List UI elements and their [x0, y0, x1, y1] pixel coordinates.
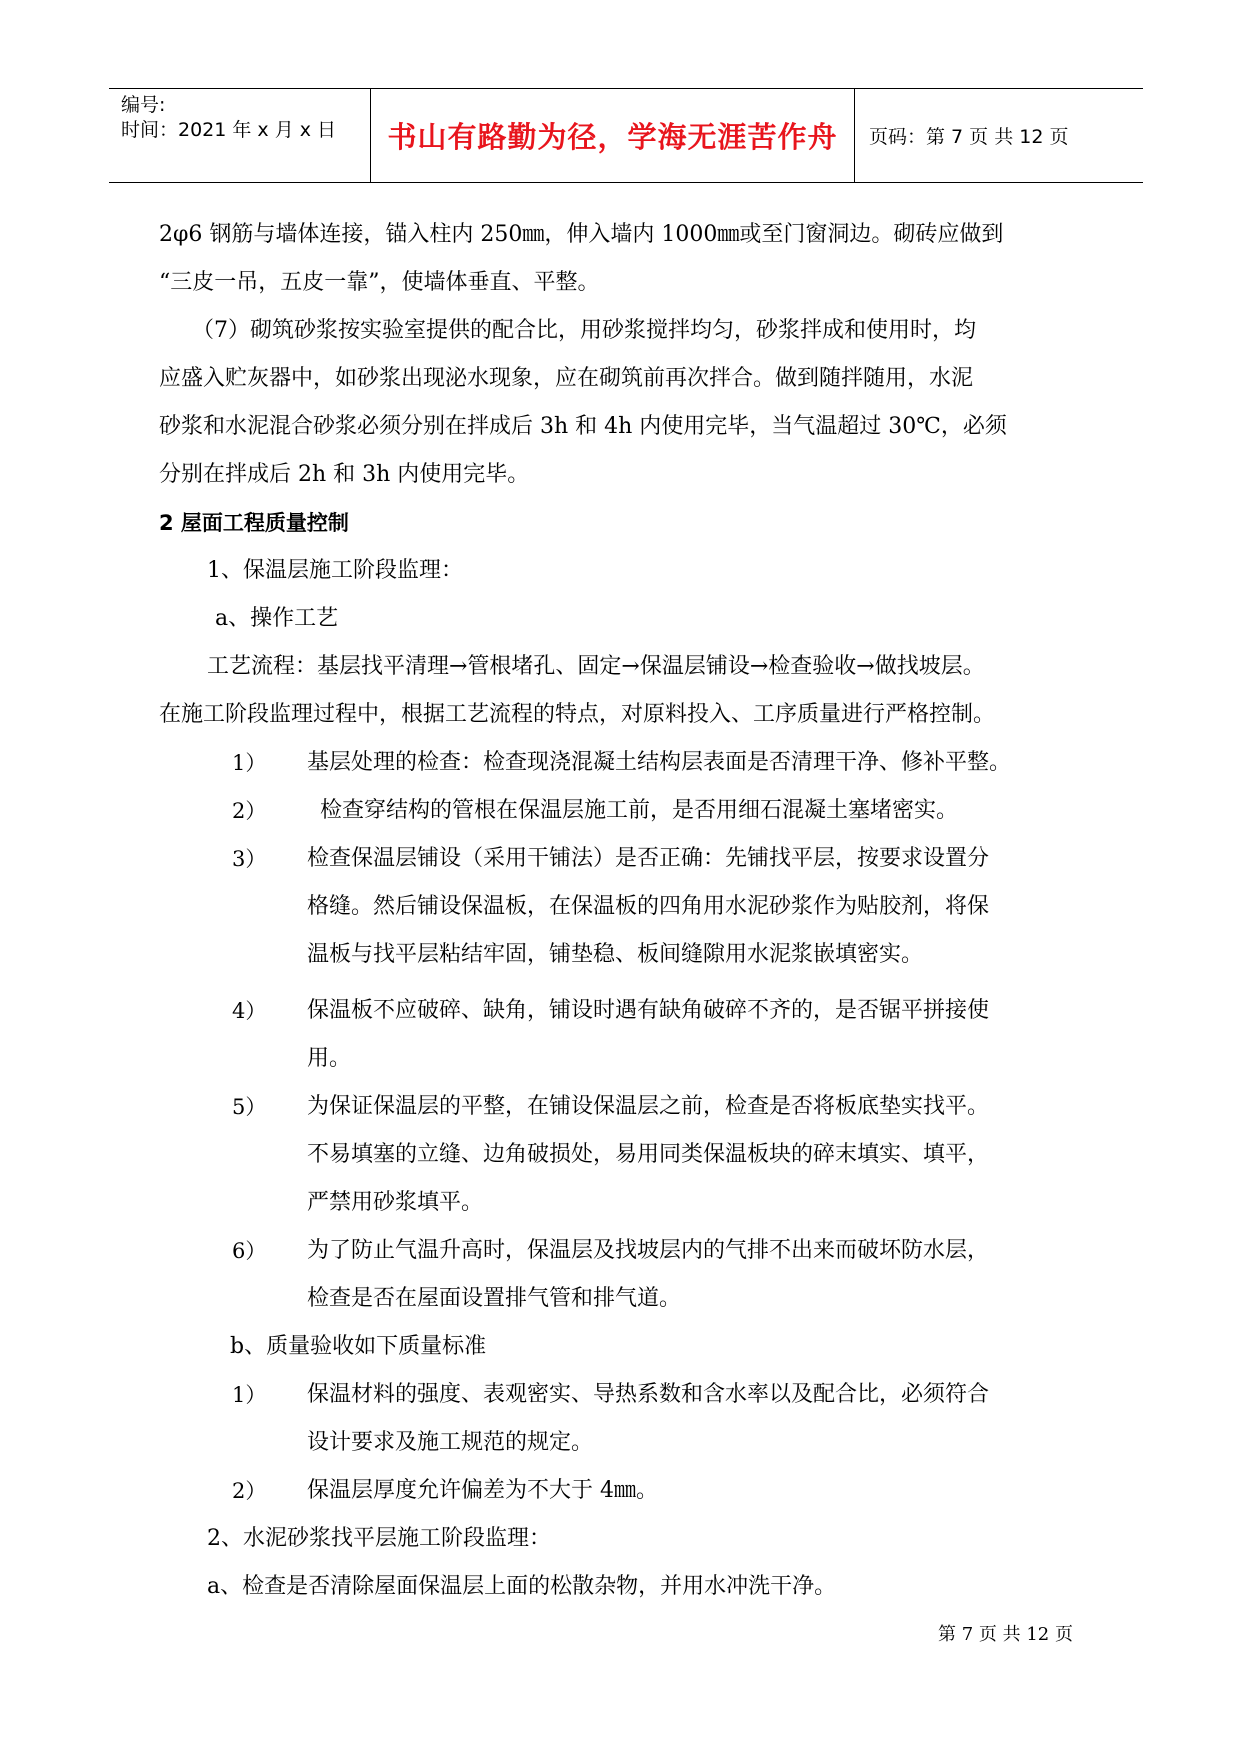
list-item-line: 保温材料的强度、表观密实、导热系数和含水率以及配合比，必须符合 — [307, 1382, 990, 1407]
paragraph-line: 1、保温层施工阶段监理： — [207, 558, 463, 583]
doc-code-label: 编号: — [121, 94, 166, 116]
paragraph-line: 工艺流程：基层找平清理→管根堵孔、固定→保温层铺设→检查验收→做找坡层。 — [207, 654, 985, 679]
list-item-line: 不易填塞的立缝、边角破损处，易用同类保温板块的碎末填实、填平， — [307, 1142, 990, 1167]
list-item-line: 为保证保温层的平整，在铺设保温层之前，检查是否将板底垫实找平。 — [307, 1094, 990, 1119]
list-item-line: 温板与找平层粘结牢固，铺垫稳、板间缝隙用水泥浆嵌填密实。 — [307, 942, 924, 967]
list-item-line: 检查是否在屋面设置排气管和排气道。 — [307, 1286, 682, 1311]
header-divider — [854, 89, 855, 182]
paragraph-line: 砂浆和水泥混合砂浆必须分别在拌成后 3h 和 4h 内使用完毕，当气温超过 30℃，必须 — [159, 414, 1007, 439]
paragraph-line: 2φ6 钢筋与墙体连接，锚入柱内 250㎜，伸入墙内 1000㎜或至门窗洞边。砌砖应做到 — [159, 222, 1004, 247]
list-item-line: 检查穿结构的管根在保温层施工前，是否用细石混凝土塞堵密实。 — [320, 798, 959, 823]
list-number: 1） — [232, 751, 267, 775]
list-item-line: 保温板不应破碎、缺角，铺设时遇有缺角破碎不齐的，是否锯平拼接使 — [307, 998, 990, 1023]
list-number: 4） — [232, 999, 267, 1023]
list-item-line: 设计要求及施工规范的规定。 — [307, 1430, 594, 1455]
section-heading: 2 屋面工程质量控制 — [159, 511, 349, 535]
list-item-line: 为了防止气温升高时，保温层及找坡层内的气排不出来而破坏防水层， — [307, 1238, 990, 1263]
header-motto: 书山有路勤为径，学海无涯苦作舟 — [387, 120, 838, 154]
doc-date-label: 时间：2021 年 x 月 x 日 — [121, 119, 337, 141]
header-page-label: 页码：第 7 页 共 12 页 — [869, 126, 1069, 148]
paragraph-line: a、操作工艺 — [215, 606, 339, 631]
header-meta — [121, 93, 336, 143]
document-header — [109, 88, 1143, 183]
paragraph-line: 应盛入贮灰器中，如砂浆出现泌水现象，应在砌筑前再次拌合。做到随拌随用，水泥 — [159, 366, 974, 391]
page-footer: 第 7 页 共 12 页 — [938, 1624, 1073, 1645]
list-number: 6） — [232, 1239, 267, 1263]
list-item-line: 严禁用砂浆填平。 — [307, 1190, 484, 1215]
list-item-line: 检查保温层铺设（采用干铺法）是否正确：先铺找平层，按要求设置分 — [307, 846, 990, 871]
list-number: 5） — [232, 1095, 267, 1119]
paragraph-line: 分别在拌成后 2h 和 3h 内使用完毕。 — [159, 462, 530, 487]
list-number: 2） — [232, 1479, 267, 1503]
list-item-line: 用。 — [307, 1046, 352, 1071]
paragraph-line: “三皮一吊，五皮一靠”，使墙体垂直、平整。 — [159, 270, 600, 295]
list-number: 3） — [232, 847, 267, 871]
paragraph-line: b、质量验收如下质量标准 — [230, 1334, 487, 1359]
list-item-line: 格缝。然后铺设保温板，在保温板的四角用水泥砂浆作为贴胶剂，将保 — [307, 894, 990, 919]
list-number: 1） — [232, 1383, 267, 1407]
paragraph-line: （7）砌筑砂浆按实验室提供的配合比，用砂浆搅拌均匀，砂浆拌成和使用时，均 — [192, 318, 976, 343]
paragraph-line: 2、水泥砂浆找平层施工阶段监理： — [207, 1526, 551, 1551]
list-number: 2） — [232, 799, 267, 823]
list-item-line: 基层处理的检查：检查现浇混凝土结构层表面是否清理干净、修补平整。 — [307, 750, 1012, 775]
paragraph-line: a、检查是否清除屋面保温层上面的松散杂物，并用水冲洗干净。 — [207, 1574, 837, 1599]
list-item-line: 保温层厚度允许偏差为不大于 4㎜。 — [307, 1478, 658, 1503]
paragraph-line: 在施工阶段监理过程中，根据工艺流程的特点，对原料投入、工序质量进行严格控制。 — [159, 702, 996, 727]
